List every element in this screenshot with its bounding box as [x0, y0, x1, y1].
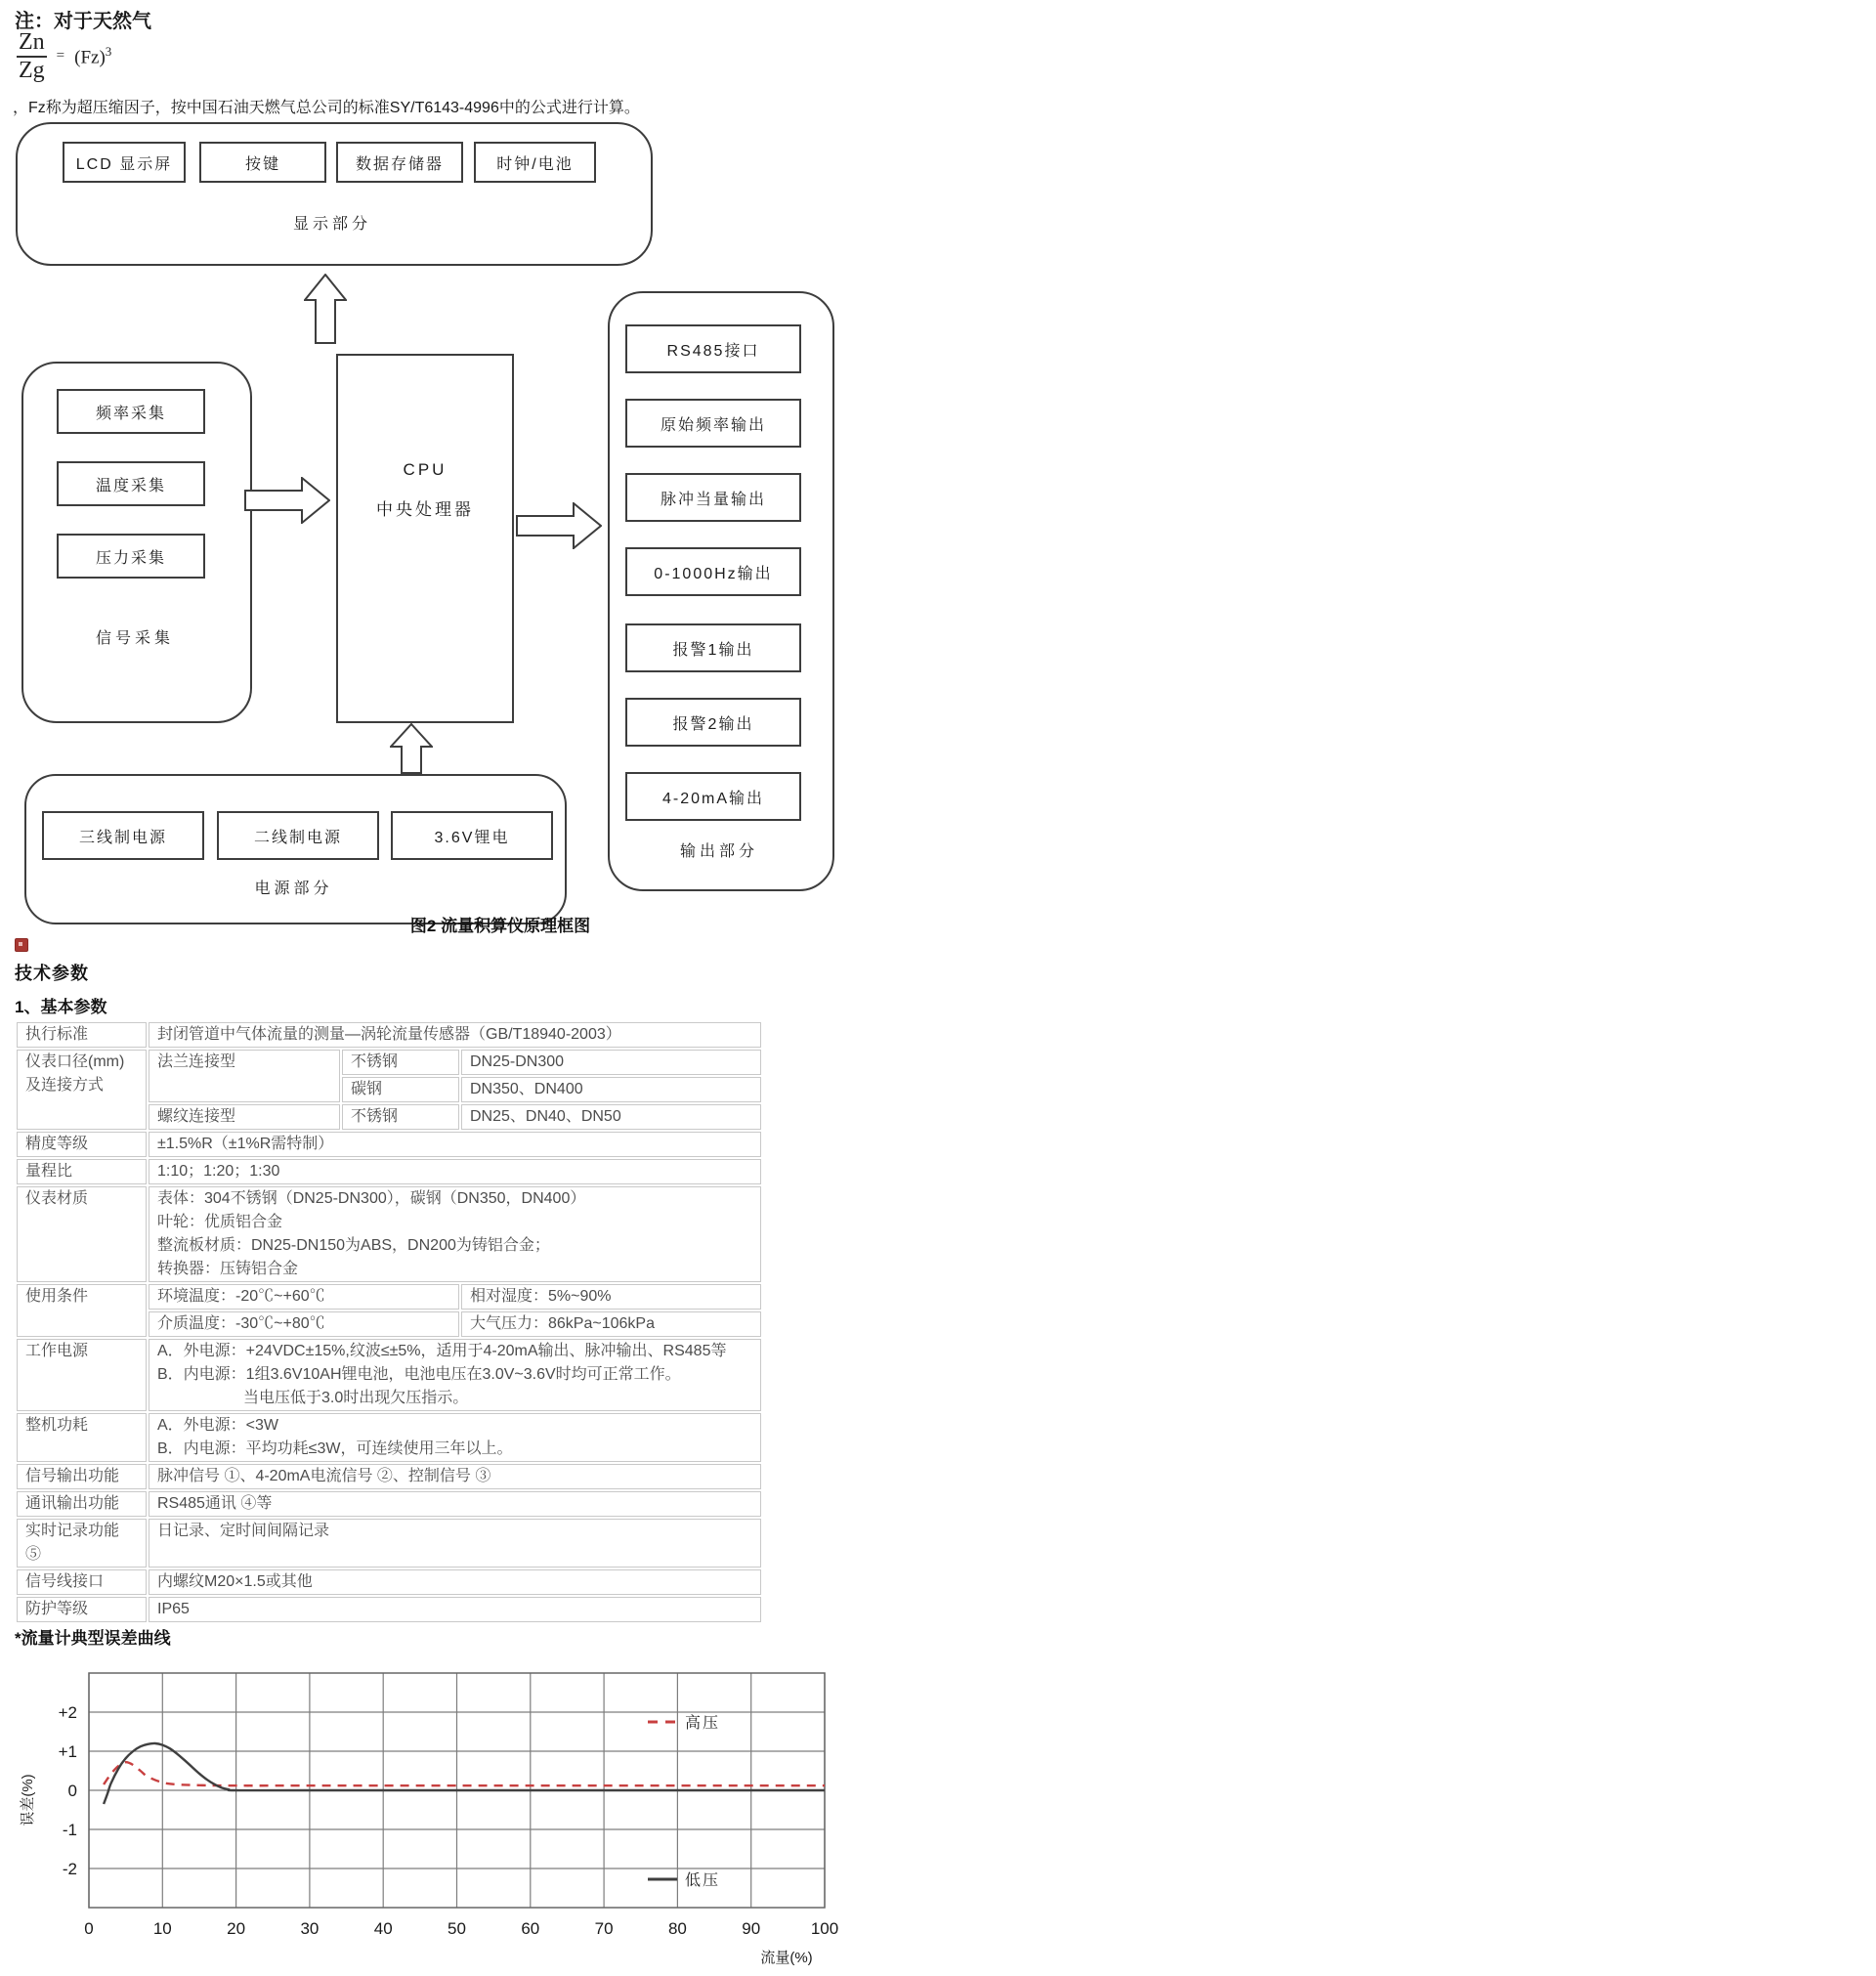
error-curve-title: *流量计典型误差曲线 [15, 1629, 171, 1648]
param-label: 执行标准 [17, 1022, 147, 1048]
param-value: 封闭管道中气体流量的测量—涡轮流量传感器（GB/T18940-2003） [149, 1022, 761, 1048]
diagram-box-keys: 按键 [199, 142, 326, 183]
param-subcell: 碳钢 [342, 1077, 459, 1102]
param-subcell: 法兰连接型 [149, 1050, 340, 1102]
param-subcell: 不锈钢 [342, 1050, 459, 1075]
table-row [17, 1491, 761, 1517]
table-row [17, 1597, 761, 1622]
figure-caption: 图2 流量积算仪原理框图 [409, 917, 591, 935]
param-label: 工作电源 [17, 1339, 147, 1411]
svg-text:+1: +1 [58, 1742, 77, 1761]
arrow-right-signal-to-cpu-icon [244, 477, 330, 524]
svg-text:低压: 低压 [685, 1872, 721, 1889]
param-value: IP65 [149, 1597, 761, 1622]
param-label-line: 仪表口径(mm) [25, 1053, 125, 1070]
param-label-line: 及连接方式 [25, 1077, 105, 1094]
param-label: 实时记录功能 ⑤ [17, 1519, 147, 1568]
error-curve-chart [15, 1654, 855, 1976]
param-value-line: 整流板材质：DN25-DN150为ABS，DN200为铸铝合金； [157, 1237, 550, 1254]
table-row [17, 1284, 761, 1310]
param-label: 使用条件 [17, 1284, 147, 1337]
table-row [17, 1022, 761, 1048]
svg-text:70: 70 [594, 1919, 614, 1938]
param-subcell: 不锈钢 [342, 1104, 459, 1130]
diagram-box-three-wire-power: 三线制电源 [42, 811, 204, 860]
param-value-line: A．外电源：<3W [157, 1417, 279, 1434]
param-label [17, 1050, 147, 1130]
fraction-denominator: Zg [19, 57, 45, 83]
table-row [17, 1159, 761, 1184]
table-row [17, 1132, 761, 1157]
diagram-box-lcd: LCD 显示屏 [63, 142, 186, 183]
svg-text:100: 100 [810, 1919, 839, 1938]
param-subcell: 介质温度：-30℃~+80℃ [149, 1311, 459, 1337]
diagram-box-pulse-output: 脉冲当量输出 [625, 473, 801, 522]
fraction-numerator: Zn [19, 29, 45, 55]
diagram-box-clock-battery: 时钟/电池 [474, 142, 596, 183]
compressibility-formula [17, 29, 111, 84]
table-row [17, 1186, 761, 1282]
param-label: 通讯输出功能 [17, 1491, 147, 1517]
svg-text:高压: 高压 [685, 1715, 721, 1732]
broken-image-icon [15, 938, 28, 952]
svg-text:-2: -2 [62, 1860, 77, 1878]
output-section-label: 输出部分 [679, 843, 758, 860]
formula-exponent: 3 [105, 44, 112, 60]
param-value-line: 当电压低于3.0时出现欠压指示。 [243, 1390, 469, 1406]
param-value: 内螺纹M20×1.5或其他 [149, 1569, 761, 1595]
table-row [17, 1464, 761, 1489]
svg-text:流量(%): 流量(%) [760, 1950, 813, 1966]
formula-fraction [17, 29, 47, 84]
arrow-up-cpu-to-display-icon [304, 274, 347, 344]
svg-text:90: 90 [742, 1919, 761, 1938]
param-value: 日记录、定时间间隔记录 [149, 1519, 761, 1568]
arrow-right-cpu-to-output-icon [516, 502, 602, 549]
param-subcell: 大气压力：86kPa~106kPa [461, 1311, 761, 1337]
basic-params-title: 1、基本参数 [15, 998, 107, 1016]
param-label: 防护等级 [17, 1597, 147, 1622]
diagram-box-temperature: 温度采集 [57, 461, 205, 506]
svg-text:-1: -1 [62, 1821, 77, 1839]
svg-text:+2: +2 [58, 1703, 77, 1722]
param-value [149, 1186, 761, 1282]
param-subcell: 相对湿度：5%~90% [461, 1284, 761, 1310]
svg-text:40: 40 [373, 1919, 393, 1938]
param-value-line: A．外电源：+24VDC±15%,纹波≤±5%，适用于4-20mA输出、脉冲输出、RS485等 [157, 1343, 727, 1359]
diagram-box-4-20ma: 4-20mA输出 [625, 772, 801, 821]
svg-text:60: 60 [521, 1919, 540, 1938]
diagram-box-0-1000hz: 0-1000Hz输出 [625, 547, 801, 596]
param-value [149, 1413, 761, 1462]
table-row [17, 1569, 761, 1595]
svg-text:80: 80 [667, 1919, 687, 1938]
param-label: 信号线接口 [17, 1569, 147, 1595]
display-section-label: 显示部分 [292, 216, 371, 233]
note-line-1: 注：对于天然气 [15, 11, 151, 32]
param-label: 量程比 [17, 1159, 147, 1184]
svg-text:50: 50 [448, 1919, 466, 1938]
param-value-line: B．内电源：1组3.6V10AH锂电池，电池电压在3.0V~3.6V时均可正常工作。 [157, 1366, 681, 1383]
param-value-line: 表体：304不锈钢（DN25-DN300），碳钢（DN350，DN400） [157, 1190, 586, 1207]
table-row [17, 1339, 761, 1411]
diagram-box-alarm1: 报警1输出 [625, 623, 801, 672]
param-value-line: 转换器：压铸铝合金 [157, 1261, 299, 1277]
diagram-box-storage: 数据存储器 [336, 142, 463, 183]
param-label: 信号输出功能 [17, 1464, 147, 1489]
svg-text:误差(%): 误差(%) [20, 1774, 36, 1826]
diagram-box-lithium-battery: 3.6V锂电 [391, 811, 553, 860]
basic-params-table [15, 1020, 763, 1624]
equals-sign: = [56, 48, 65, 64]
diagram-box-pressure: 压力采集 [57, 534, 205, 579]
cpu-box [336, 354, 514, 723]
svg-text:10: 10 [152, 1919, 172, 1938]
param-label: 精度等级 [17, 1132, 147, 1157]
param-value: 1:10；1:20；1:30 [149, 1159, 761, 1184]
svg-text:0: 0 [67, 1782, 77, 1800]
param-subcell: 螺纹连接型 [149, 1104, 340, 1130]
formula-base: (Fz) [74, 47, 106, 68]
table-row [17, 1413, 761, 1462]
diagram-box-frequency: 频率采集 [57, 389, 205, 434]
param-subcell: 环境温度：-20℃~+60℃ [149, 1284, 459, 1310]
arrow-up-power-to-cpu-icon [390, 723, 433, 774]
power-section-label: 电源部分 [254, 881, 333, 897]
param-label: 整机功耗 [17, 1413, 147, 1462]
diagram-box-alarm2: 报警2输出 [625, 698, 801, 747]
formula-rhs [74, 44, 111, 68]
param-value: DN25-DN300 [461, 1050, 761, 1075]
note-line-2: ，Fz称为超压缩因子，按中国石油天燃气总公司的标准SY/T6143-4996中的公式进行计算。 [13, 100, 640, 116]
signal-section-label: 信号采集 [95, 630, 174, 647]
param-value: DN25、DN40、DN50 [461, 1104, 761, 1130]
tech-params-title: 技术参数 [15, 964, 89, 983]
param-value: ±1.5%R（±1%R需特制） [149, 1132, 761, 1157]
diagram-box-two-wire-power: 二线制电源 [217, 811, 379, 860]
param-value-line: 叶轮：优质铝合金 [157, 1214, 283, 1230]
svg-text:30: 30 [300, 1919, 320, 1938]
param-value-line: B．内电源：平均功耗≤3W，可连续使用三年以上。 [157, 1440, 513, 1457]
diagram-box-raw-frequency: 原始频率输出 [625, 399, 801, 448]
cpu-line1: CPU [403, 459, 448, 479]
param-value: 脉冲信号 ①、4-20mA电流信号 ②、控制信号 ③ [149, 1464, 761, 1489]
param-value [149, 1339, 761, 1411]
table-row [17, 1519, 761, 1568]
param-value: DN350、DN400 [461, 1077, 761, 1102]
diagram-box-rs485: RS485接口 [625, 324, 801, 373]
param-label: 仪表材质 [17, 1186, 147, 1282]
table-row [17, 1050, 761, 1075]
svg-text:20: 20 [227, 1919, 246, 1938]
cpu-line2: 中央处理器 [376, 499, 474, 519]
svg-text:0: 0 [84, 1919, 94, 1938]
param-value: RS485通讯 ④等 [149, 1491, 761, 1517]
